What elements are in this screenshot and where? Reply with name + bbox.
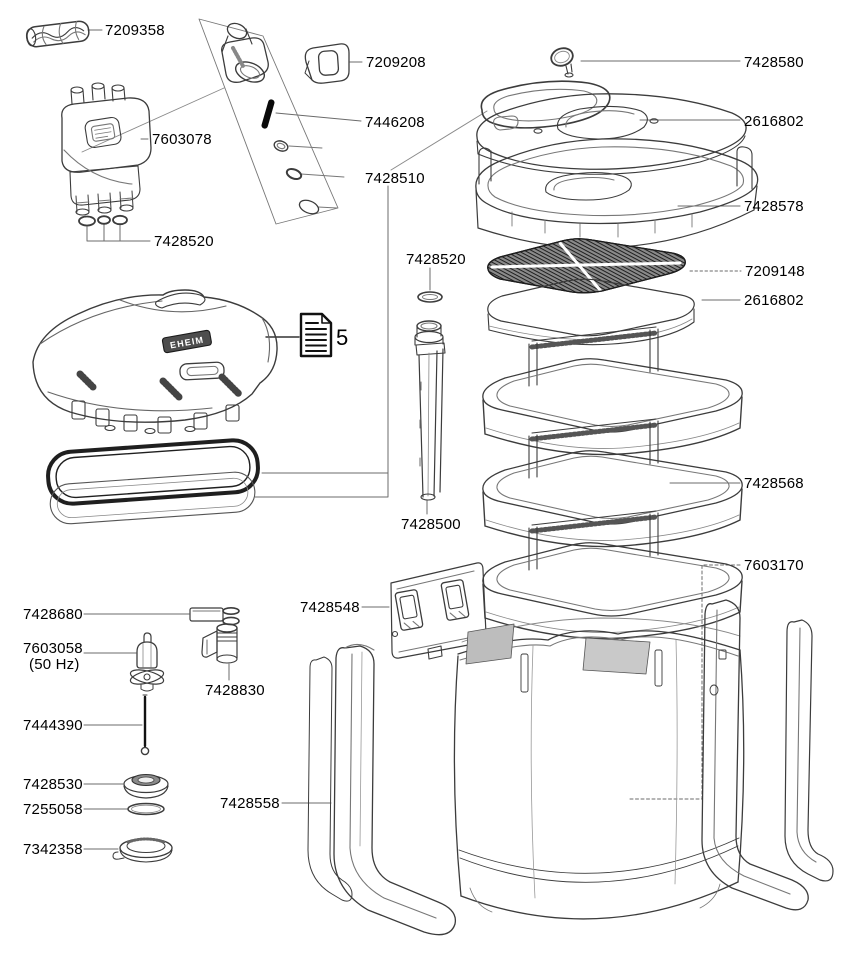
part-label-7209358: 7209358 <box>105 22 165 39</box>
elbow-connector-part <box>202 624 237 663</box>
prefilter-container-part <box>476 139 758 248</box>
tube-o-ring-part <box>418 292 442 302</box>
pump-cover-part <box>124 775 168 799</box>
eheim-logo-badge: EHEIM <box>169 334 205 351</box>
part-label-2616802: 2616802 <box>744 113 804 130</box>
small-o-ring-icon <box>285 167 302 181</box>
prefilter-seal-ring-part <box>481 81 609 128</box>
part-frequency-note: (50 Hz) <box>29 655 80 673</box>
part-label-7428580: 7428580 <box>744 54 804 71</box>
part-label-7428530: 7428530 <box>23 776 83 793</box>
manual-document-icon <box>301 314 331 356</box>
right-rails-part <box>702 600 833 910</box>
canister-body-part <box>454 618 743 919</box>
mounting-clip-part <box>305 44 349 83</box>
head-sealing-rings-part <box>46 439 259 525</box>
part-label-7603170: 7603170 <box>744 557 804 574</box>
part-label-7342358: 7342358 <box>23 841 83 858</box>
part-label-7428520: 7428520 <box>154 233 214 250</box>
part-label-7428548: 7428548 <box>300 599 360 616</box>
canister-head-part <box>33 290 277 434</box>
indicator-pin-part <box>261 99 275 130</box>
part-label-7428520-2: 7428520 <box>406 251 466 268</box>
part-label-7255058: 7255058 <box>23 801 83 818</box>
left-rail-part <box>308 644 455 934</box>
part-label-7428500: 7428500 <box>401 516 461 533</box>
part-label-7428558: 7428558 <box>220 795 280 812</box>
pump-sealing-ring-part <box>128 804 164 815</box>
grate-part <box>488 239 685 293</box>
cover-ring-part <box>113 839 172 863</box>
part-label-7603058 <box>23 641 83 673</box>
part-label-7428830: 7428830 <box>205 682 265 699</box>
part-label-7446208: 7446208 <box>365 114 425 131</box>
part-label-7428680: 7428680 <box>23 606 83 623</box>
part-label-7428510: 7428510 <box>365 170 425 187</box>
adapter-head-part <box>62 83 151 215</box>
part-label-7209148: 7209148 <box>745 263 805 280</box>
impeller-shaft-part <box>141 695 148 755</box>
part-label-2616802-2: 2616802 <box>744 292 804 309</box>
intake-tube-part <box>415 321 445 500</box>
part-label-7603078: 7603078 <box>152 131 212 148</box>
filter-basket-1 <box>483 327 742 455</box>
part-label-7428578: 7428578 <box>744 198 804 215</box>
tap-unit-panel <box>199 19 344 224</box>
part-label-7428568: 7428568 <box>744 475 804 492</box>
impeller-part <box>129 633 165 691</box>
double-tap-connector-icon <box>222 21 269 86</box>
part-label-7444390: 7444390 <box>23 717 83 734</box>
head-o-rings-part <box>79 216 127 226</box>
part-label-7209208: 7209208 <box>366 54 426 71</box>
leader-lines <box>82 30 741 849</box>
part-number: 7603058 <box>23 640 83 657</box>
hose-clamp-part <box>25 20 89 47</box>
coupling-nut-icon <box>273 139 289 153</box>
shaft-bushing-part <box>190 608 239 625</box>
safety-clip-part <box>549 46 575 77</box>
manual-ref-label: 5 <box>336 325 349 350</box>
